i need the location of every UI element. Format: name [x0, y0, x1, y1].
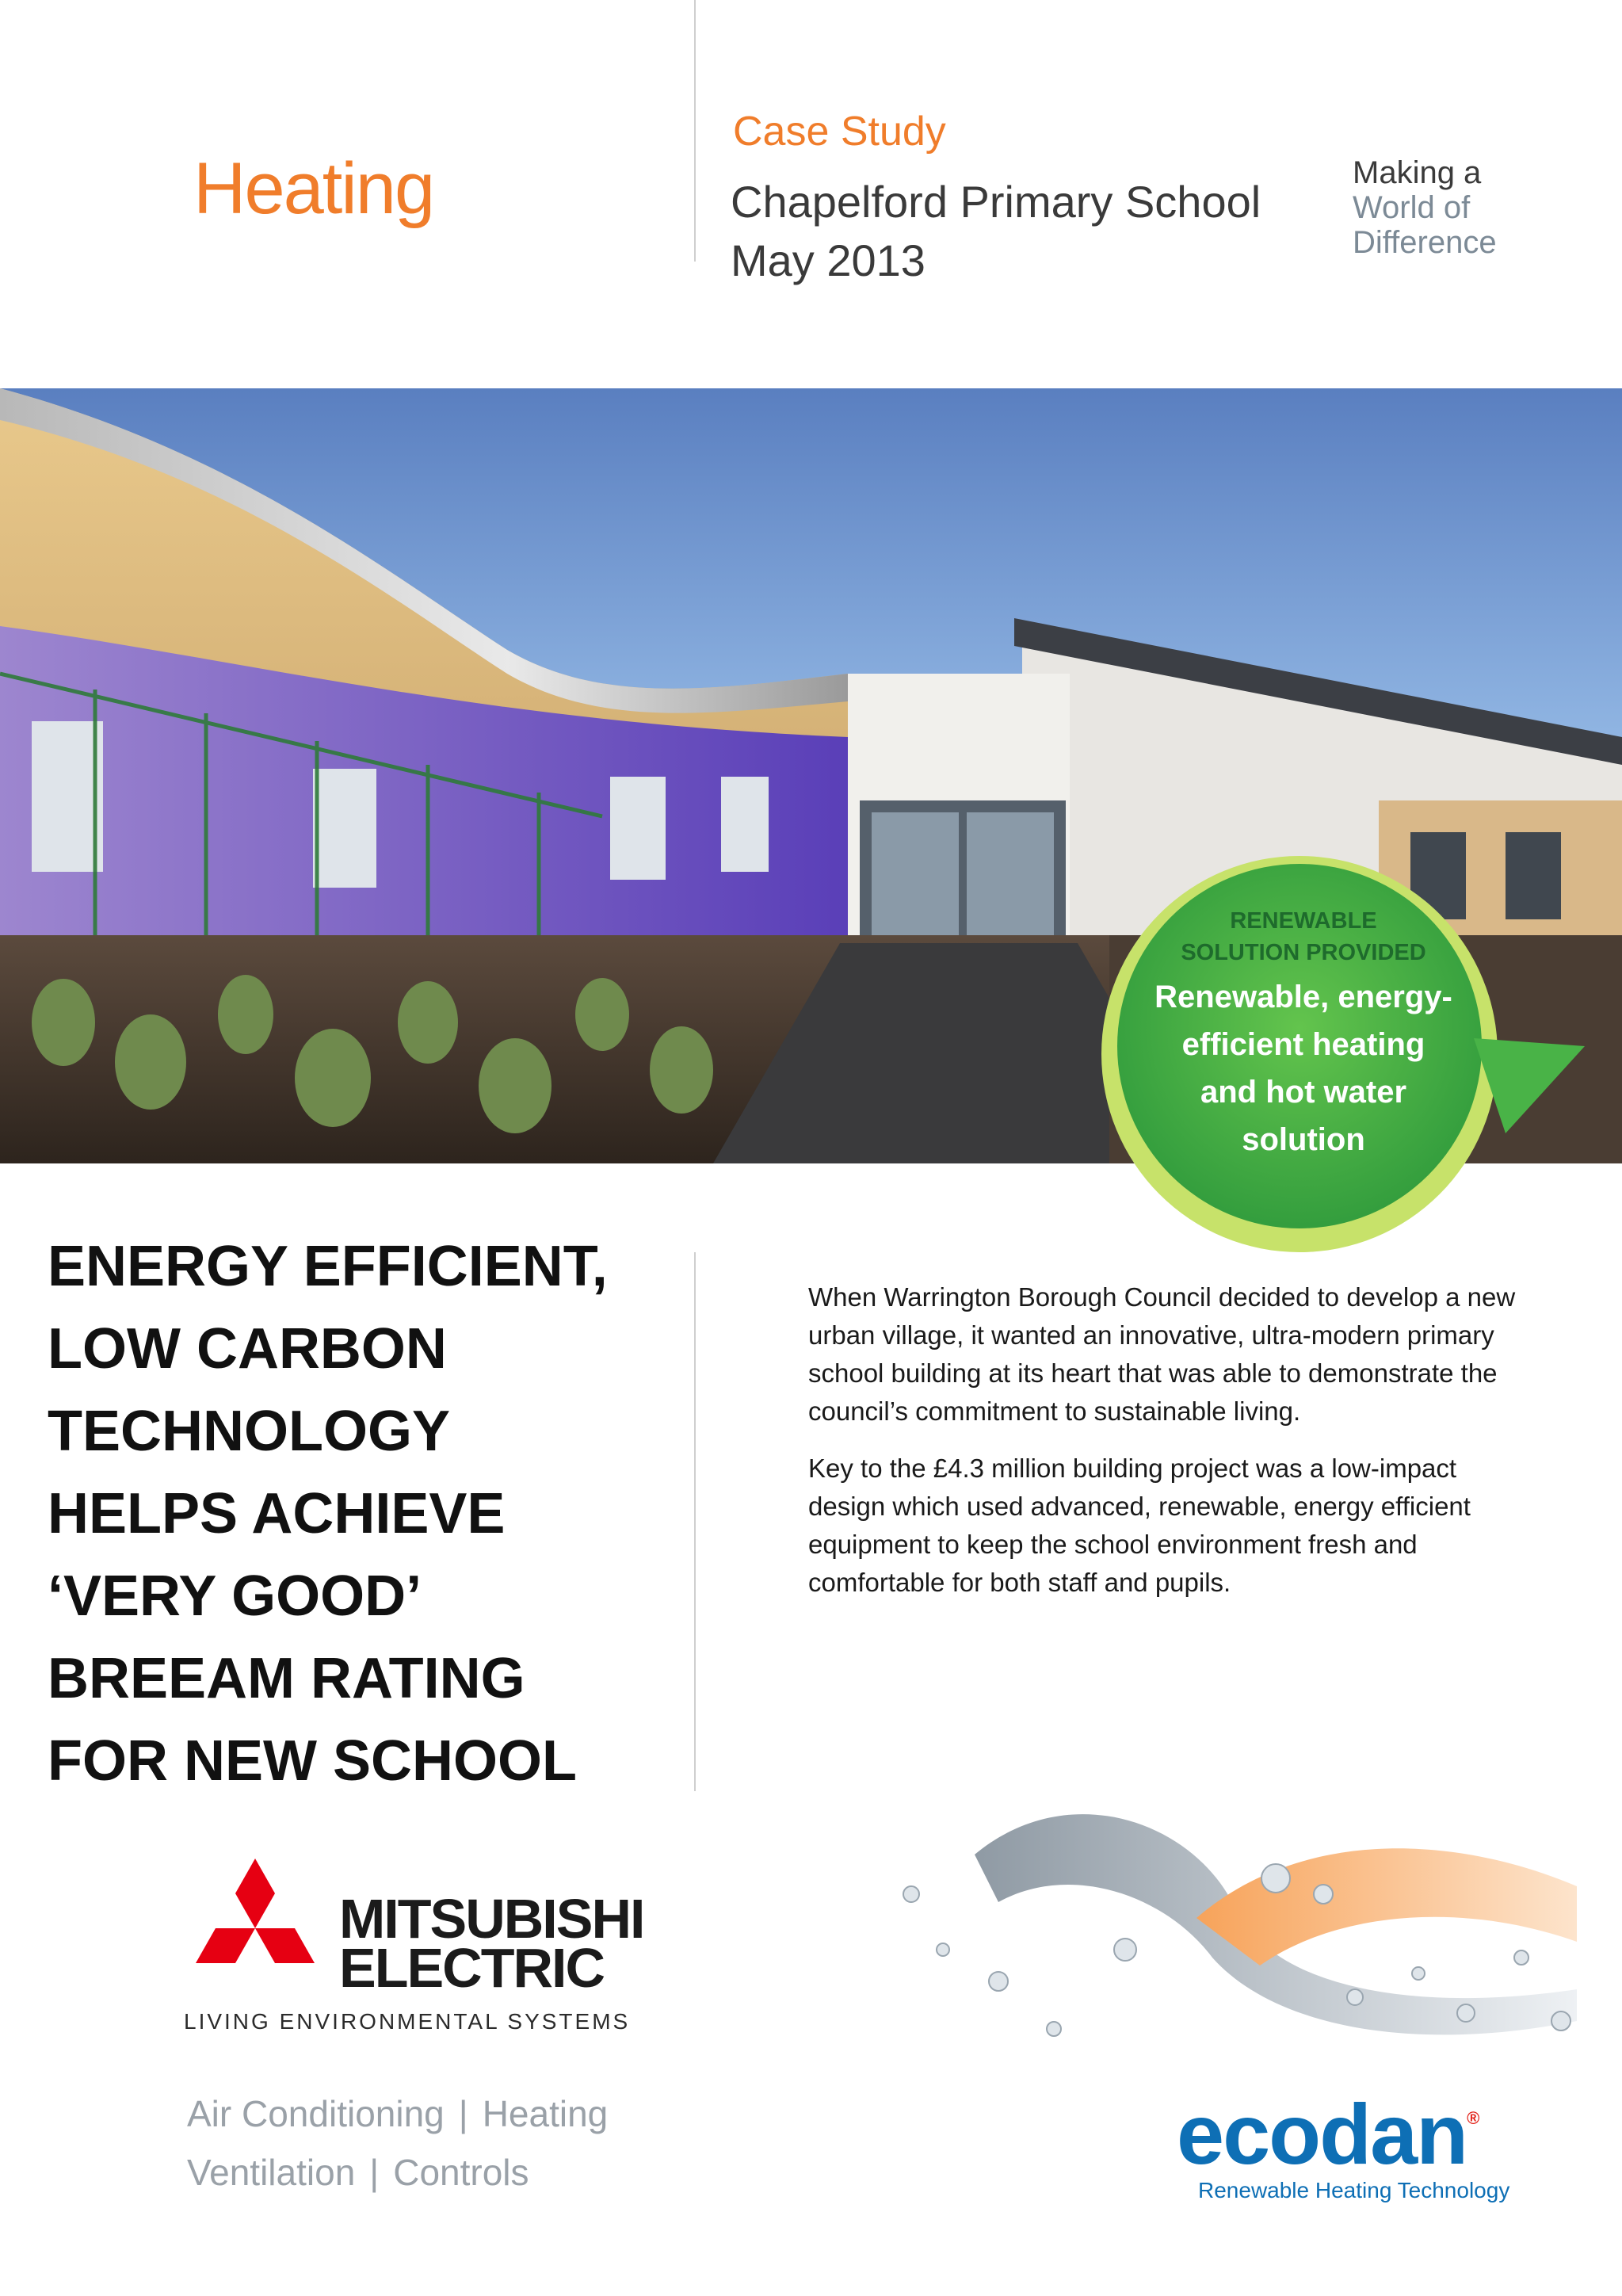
tagline-line-3: Difference — [1353, 225, 1497, 260]
publication-date: May 2013 — [731, 235, 925, 285]
headline-line-6: BREEAM RATING — [48, 1647, 525, 1710]
headline-line-4: HELPS ACHIEVE — [48, 1482, 506, 1545]
product-heating: Heating — [482, 2093, 609, 2134]
page-title: Chapelford Primary School — [731, 177, 1261, 227]
products-line-2 — [187, 2143, 608, 2202]
ecodan-wordmark: ecodan — [1177, 2086, 1467, 2182]
badge-line-2: efficient heating — [1181, 1027, 1425, 1062]
headline-line-7: FOR NEW SCHOOL — [48, 1729, 577, 1793]
mitsubishi-name-line-1: MITSUBISHI — [339, 1888, 644, 1950]
tagline-line-2: World of — [1353, 190, 1471, 225]
badge-line-1: Renewable, energy- — [1154, 980, 1452, 1014]
registered-mark: ® — [1467, 2108, 1479, 2128]
mitsubishi-diamonds-logo — [184, 1859, 326, 2001]
separator: | — [458, 2093, 468, 2134]
product-controls: Controls — [393, 2152, 529, 2193]
mitsubishi-wordmark — [339, 1888, 644, 1999]
products-line-1 — [187, 2084, 608, 2143]
badge-kicker-line-2: SOLUTION PROVIDED — [1181, 940, 1426, 965]
product-air-conditioning: Air Conditioning — [187, 2093, 445, 2134]
section-title: Heating — [193, 148, 434, 229]
separator: | — [369, 2152, 380, 2193]
product-categories — [187, 2084, 608, 2202]
paragraph-2: Key to the £4.3 million building project was a low-impact design which used advanced, renewable, energy efficient equipment to keep the school environment fresh and comfortable for both staff and pupils. — [808, 1454, 1471, 1597]
mitsubishi-subtitle: LIVING ENVIRONMENTAL SYSTEMS — [184, 2009, 631, 2034]
brand-tagline — [1353, 155, 1497, 260]
ecodan-tagline: Renewable Heating Technology — [1198, 2178, 1510, 2202]
badge-description — [1125, 973, 1482, 1163]
content-divider — [694, 1252, 696, 1791]
badge-kicker-line-1: RENEWABLE — [1230, 908, 1377, 934]
headline — [48, 1225, 681, 1802]
ecodan-logo — [1177, 2084, 1478, 2183]
badge-kicker — [1125, 905, 1482, 968]
headline-line-1: ENERGY EFFICIENT, — [48, 1235, 608, 1298]
badge-line-4: solution — [1242, 1122, 1365, 1157]
paragraph-1: When Warrington Borough Council decided to develop a new urban village, it wanted an innovative, ultra-modern primary school building at its heart that was able to demonstrate the council’s commitment to sustainable living. — [808, 1282, 1516, 1426]
headline-line-5: ‘VERY GOOD’ — [48, 1564, 422, 1628]
badge-line-3: and hot water — [1200, 1075, 1407, 1110]
headline-line-2: LOW CARBON — [48, 1317, 447, 1381]
headline-line-3: TECHNOLOGY — [48, 1400, 451, 1463]
tagline-line-1: Making a — [1353, 155, 1482, 190]
case-study-label: Case Study — [733, 109, 946, 155]
mitsubishi-name-line-2: ELECTRIC — [339, 1937, 604, 1999]
product-ventilation: Ventilation — [187, 2152, 356, 2193]
header-divider — [694, 0, 696, 262]
body-text — [808, 1278, 1521, 1621]
